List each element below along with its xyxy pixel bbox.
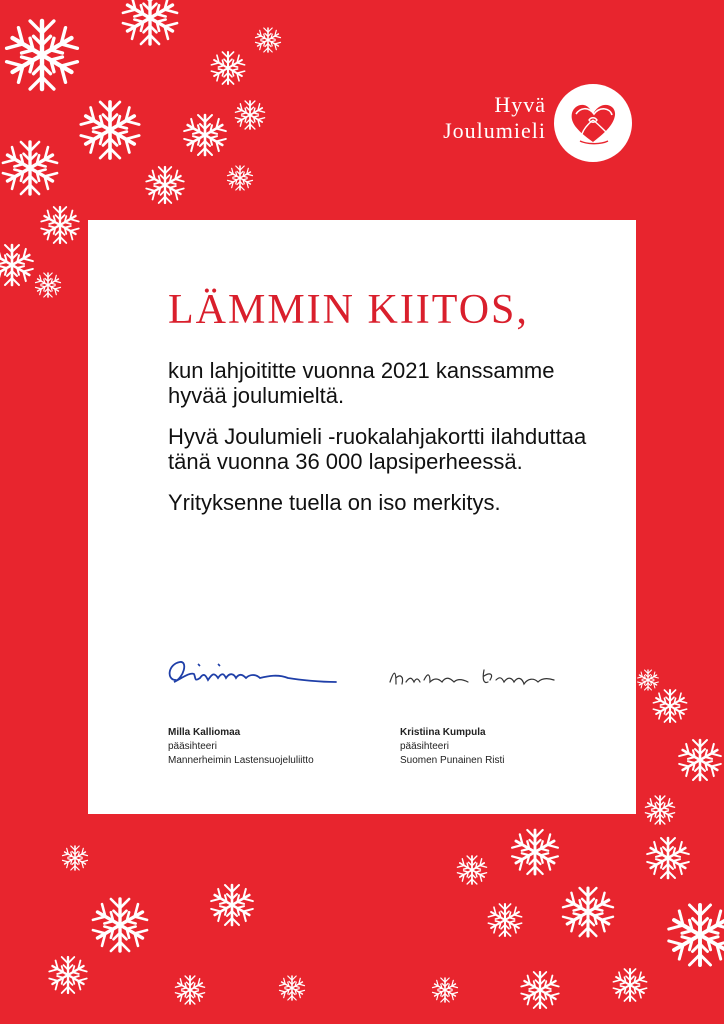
heading: LÄMMIN KIITOS,	[168, 287, 529, 333]
logo-line-1: Hyvä	[494, 92, 546, 117]
signer-1	[168, 726, 314, 768]
signature-milla-kalliomaa	[160, 652, 350, 692]
paragraph-donation: kun lahjoititte vuonna 2021 kanssamme hyvää joulumieltä.	[168, 358, 555, 408]
signer-1-name: Milla Kalliomaa	[168, 727, 241, 738]
paragraph-support: Yrityksenne tuella on iso merkitys.	[168, 490, 501, 515]
logo-line-2: Joulumieli	[443, 118, 546, 143]
signer-2-title: pääsihteeri	[400, 741, 449, 752]
signer-1-org: Mannerheimin Lastensuojeluliitto	[168, 755, 314, 766]
signer-2-name: Kristiina Kumpula	[400, 727, 486, 738]
signer-2-org: Suomen Punainen Risti	[400, 755, 505, 766]
thank-you-card	[88, 220, 636, 814]
paragraph-giftcard: Hyvä Joulumieli -ruokalahjakortti ilahduttaa tänä vuonna 36 000 lapsiperheessä.	[168, 424, 587, 474]
signature-kristiina-kumpula	[384, 660, 574, 694]
signer-1-title: pääsihteeri	[168, 741, 217, 752]
logo-wordmark	[443, 92, 546, 144]
message-body	[168, 358, 608, 531]
heart-logo-icon	[554, 84, 632, 162]
signer-2	[400, 726, 505, 768]
